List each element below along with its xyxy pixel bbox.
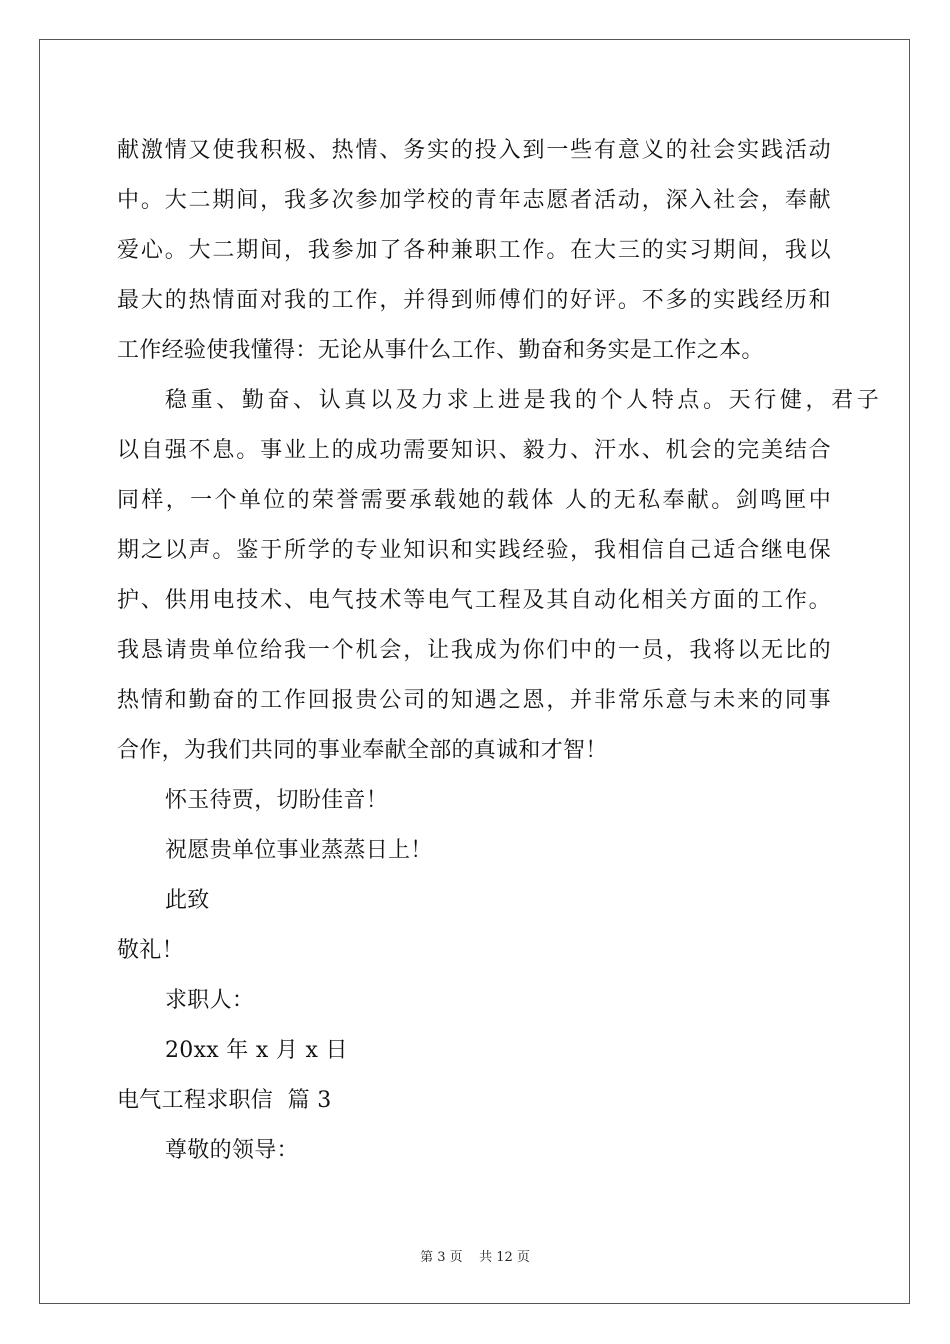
salutation-jing-li: 敬礼！ <box>117 938 184 963</box>
letter-date: 20xx 年 x 月 x 日 <box>165 1038 348 1063</box>
text-line: 工作经验使我懂得：无论从事什么工作、勤奋和务实是工作之本。 <box>117 338 764 363</box>
blessing: 祝愿贵单位事业蒸蒸日上！ <box>165 838 433 863</box>
text-line: 合作，为我们共同的事业奉献全部的真诚和才智！ <box>117 738 608 763</box>
text-line: 我恳请贵单位给我一个机会，让我成为你们中的一员，我将以无比的 <box>117 638 831 663</box>
paragraph-personal-traits <box>117 376 879 776</box>
closing-wish: 怀玉待贾，切盼佳音！ <box>165 788 389 813</box>
salutation-ci-zhi: 此致 <box>165 888 210 913</box>
text-line: 中。大二期间，我多次参加学校的青年志愿者活动，深入社会，奉献 <box>117 188 831 213</box>
letter-body <box>117 126 879 1176</box>
section-title: 电气工程求职信 篇 3 <box>117 1088 332 1113</box>
page-number: 第 3 页 共 12 页 <box>420 1250 530 1265</box>
greeting: 尊敬的领导： <box>165 1138 299 1163</box>
text-line: 期之以声。鉴于所学的专业知识和实践经验，我相信自己适合继电保 <box>117 538 831 563</box>
page-footer <box>0 1246 950 1265</box>
text-line: 同样，一个单位的荣誉需要承载她的载体 人的无私奉献。剑鸣匣中 <box>117 488 831 513</box>
text-line: 稳重、勤奋、认真以及力求上进是我的个人特点。天行健，君子 <box>165 388 879 413</box>
signature-label: 求职人： <box>165 988 255 1013</box>
text-line: 献激情又使我积极、热情、务实的投入到一些有意义的社会实践活动 <box>117 138 831 163</box>
text-line: 护、供用电技术、电气技术等电气工程及其自动化相关方面的工作。 <box>117 588 831 613</box>
text-line: 爱心。大二期间，我参加了各种兼职工作。在大三的实习期间，我以 <box>117 238 831 263</box>
paragraph-practice-experience <box>117 126 837 376</box>
text-line: 最大的热情面对我的工作，并得到师傅们的好评。不多的实践经历和 <box>117 288 831 313</box>
text-line: 以自强不息。事业上的成功需要知识、毅力、汗水、机会的完美结合 <box>117 438 831 463</box>
text-line: 热情和勤奋的工作回报贵公司的知遇之恩，并非常乐意与未来的同事 <box>117 688 831 713</box>
